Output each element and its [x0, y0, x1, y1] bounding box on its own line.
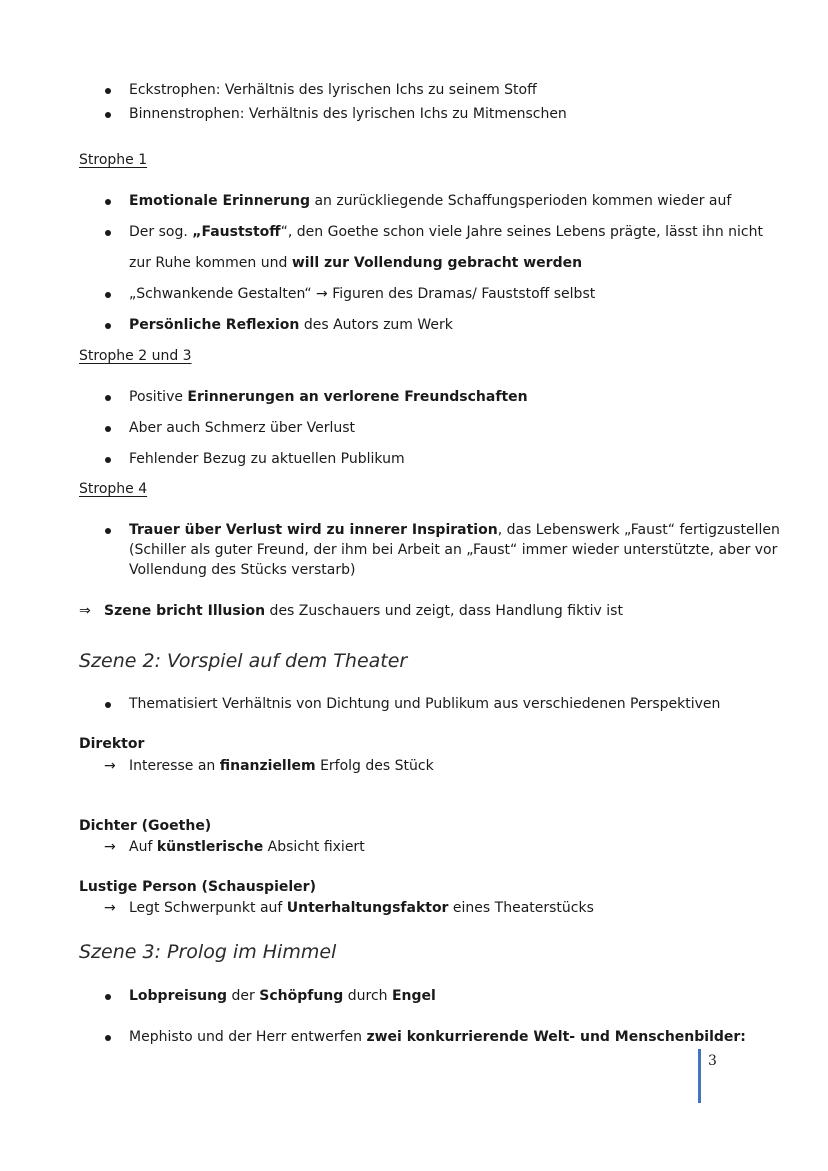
strophe-1-bullet-2-line-2	[129, 255, 582, 272]
bullet-icon	[105, 112, 111, 118]
bold-text: will zur Vollendung gebracht werden	[291, 255, 583, 271]
lustige-person-text	[129, 900, 594, 917]
text: der	[227, 988, 260, 1004]
strophe-1-bullet-2	[129, 224, 763, 241]
direktor-text	[129, 758, 434, 775]
text: Interesse an	[129, 758, 220, 774]
page-number-bar	[698, 1049, 701, 1103]
strophe-1-heading: Strophe 1	[79, 152, 148, 168]
strophe-1-bullet-3: „Schwankende Gestalten“ → Figuren des Dramas/ Fauststoff selbst	[129, 286, 596, 302]
scene-3-bullet-1	[129, 988, 436, 1005]
lustige-person-label: Lustige Person (Schauspieler)	[79, 879, 316, 895]
text: Positive	[129, 389, 188, 405]
text: Auf	[129, 839, 157, 855]
text: Erfolg des Stück	[315, 758, 434, 774]
bullet-icon	[105, 88, 111, 94]
bullet-icon	[105, 426, 111, 432]
text: Absicht fixiert	[263, 839, 365, 855]
text: des Autors zum Werk	[299, 317, 453, 333]
bold-text: Trauer über Verlust wird zu innerer Inspiration	[129, 522, 498, 538]
scene-2-bullet: Thematisiert Verhältnis von Dichtung und Publikum aus verschiedenen Perspektiven	[129, 696, 721, 712]
bullet-icon	[105, 702, 111, 708]
arrow-icon: →	[104, 839, 116, 855]
strophe-2-3-heading: Strophe 2 und 3	[79, 348, 192, 364]
scene-3-title: Szene 3: Prolog im Himmel	[79, 941, 337, 963]
bold-text: Lobpreisung	[129, 988, 228, 1004]
bold-text: Szene bricht Illusion	[104, 603, 266, 619]
conclusion-arrow-icon: ⇒	[79, 603, 91, 619]
text: Der sog.	[129, 224, 193, 240]
arrow-icon: →	[104, 900, 116, 916]
conclusion-text	[104, 603, 623, 620]
strophe-2-3-bullet-1	[129, 389, 528, 406]
intro-bullet-1: Eckstrophen: Verhältnis des lyrischen Ichs zu seinem Stoff	[129, 82, 537, 98]
text: eines Theaterstücks	[448, 900, 594, 916]
direktor-label: Direktor	[79, 736, 145, 752]
bullet-icon	[105, 292, 111, 298]
bold-text: Erinnerungen an verlorene Freundschaften	[187, 389, 528, 405]
text: durch	[343, 988, 392, 1004]
scene-2-title: Szene 2: Vorspiel auf dem Theater	[79, 650, 408, 672]
bold-text: Engel	[391, 988, 436, 1004]
bold-text: Schöpfung	[259, 988, 344, 1004]
text: Legt Schwerpunkt auf	[129, 900, 287, 916]
bold-text: finanziellem	[219, 758, 316, 774]
strophe-4-bullet-1-line-2: (Schiller als guter Freund, der ihm bei Arbeit an „Faust“ immer wieder unterstützte, aber vor	[129, 542, 778, 558]
text: des Zuschauers und zeigt, dass Handlung fiktiv ist	[265, 603, 623, 619]
strophe-4-bullet-1	[129, 522, 780, 539]
bullet-icon	[105, 199, 111, 205]
page-number: 3	[708, 1053, 717, 1069]
text: , das Lebenswerk „Faust“ fertigzustellen	[497, 522, 780, 538]
strophe-2-3-bullet-3: Fehlender Bezug zu aktuellen Publikum	[129, 451, 405, 467]
bullet-icon	[105, 457, 111, 463]
bullet-icon	[105, 994, 111, 1000]
bold-text: zwei konkurrierende Welt- und Menschenbilder:	[366, 1029, 746, 1045]
bullet-icon	[105, 1035, 111, 1041]
strophe-4-heading: Strophe 4	[79, 481, 148, 497]
text: Mephisto und der Herr entwerfen	[129, 1029, 367, 1045]
arrow-icon: →	[104, 758, 116, 774]
dichter-text	[129, 839, 365, 856]
bullet-icon	[105, 323, 111, 329]
bold-text: Emotionale Erinnerung	[129, 193, 311, 209]
strophe-1-bullet-4	[129, 317, 453, 334]
bullet-icon	[105, 395, 111, 401]
text: an zurückliegende Schaffungsperioden kommen wieder auf	[310, 193, 732, 209]
bold-text: Persönliche Reflexion	[129, 317, 300, 333]
text: zur Ruhe kommen und	[129, 255, 292, 271]
strophe-1-bullet-1	[129, 193, 731, 210]
dichter-label: Dichter (Goethe)	[79, 818, 212, 834]
strophe-2-3-bullet-2: Aber auch Schmerz über Verlust	[129, 420, 356, 436]
bullet-icon	[105, 230, 111, 236]
text: “, den Goethe schon viele Jahre seines Lebens prägte, lässt ihn nicht	[280, 224, 763, 240]
bold-text: Unterhaltungsfaktor	[286, 900, 449, 916]
bullet-icon	[105, 528, 111, 534]
bold-text: „Fauststoff	[192, 224, 281, 240]
bold-text: künstlerische	[156, 839, 264, 855]
intro-bullet-2: Binnenstrophen: Verhältnis des lyrischen Ichs zu Mitmenschen	[129, 106, 567, 122]
scene-3-bullet-2	[129, 1029, 746, 1046]
strophe-4-bullet-1-line-3: Vollendung des Stücks verstarb)	[129, 562, 356, 578]
